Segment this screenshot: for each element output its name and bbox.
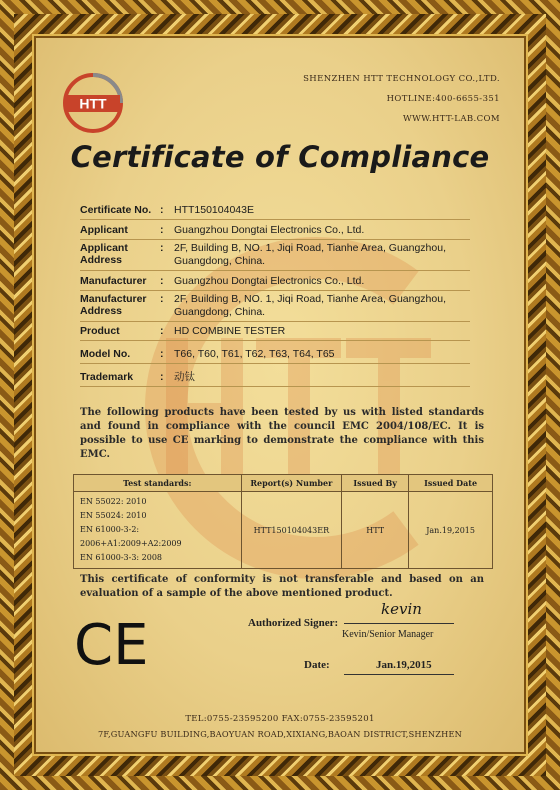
divider — [80, 290, 470, 291]
divider — [80, 219, 470, 220]
field-value: Guangzhou Dongtai Electronics Co., Ltd. — [174, 224, 365, 236]
divider — [80, 363, 470, 364]
field-label: Manufacturer — [80, 275, 147, 287]
field-label: Applicant Address — [80, 242, 128, 266]
field-colon: : — [160, 371, 164, 383]
standard-item: EN 61000-3-3: 2008 — [80, 553, 163, 562]
divider — [80, 270, 470, 271]
certificate-paper — [36, 38, 524, 752]
transfer-note: This certificate of conformity is not transferable and based on an evaluation of a sample of the above mentioned product. — [80, 574, 484, 599]
field-label: Model No. — [80, 348, 131, 360]
field-label: Certificate No. — [80, 204, 152, 216]
field-colon: : — [160, 348, 164, 360]
table-header: Report(s) Number — [241, 475, 342, 492]
field-colon: : — [160, 275, 164, 287]
table-header: Test standards: — [74, 475, 242, 492]
company-hotline: HOTLINE:400-6655-351 — [386, 94, 500, 104]
divider — [80, 321, 470, 322]
footer-phone-fax: TEL:0755-23595200 FAX:0755-23595201 — [185, 714, 375, 724]
field-colon: : — [160, 204, 164, 216]
field-colon: : — [160, 293, 164, 305]
field-value: Guangzhou Dongtai Electronics Co., Ltd. — [174, 275, 365, 287]
field-label: Applicant — [80, 224, 128, 236]
field-colon: : — [160, 242, 164, 254]
company-name: SHENZHEN HTT TECHNOLOGY CO.,LTD. — [303, 74, 500, 84]
divider — [80, 386, 470, 387]
footer-address: 7F,GUANGFU BUILDING,BAOYUAN ROAD,XIXIANG,BAOAN DISTRICT,SHENZHEN — [97, 729, 463, 739]
standard-item: EN 55024: 2010 — [80, 511, 147, 520]
authorized-signer-label: Authorized Signer: — [248, 617, 339, 629]
field-value: T66, T60, T61, T62, T63, T64, T65 — [174, 348, 335, 360]
standard-item: EN 61000-3-2: 2006+A1:2009+A2:2009 — [80, 525, 182, 548]
standards-cell — [74, 492, 242, 569]
signature-line — [344, 623, 454, 624]
table-header: Issued Date — [409, 475, 493, 492]
compliance-statement: The following products have been tested by us with listed standards and found in compliance with the council EMC 2004/108/EC. It is possible to use CE marking to demonstrate the compliance with this EMC. — [80, 407, 484, 460]
divider — [80, 340, 470, 341]
field-value: 2F, Building B, NO. 1, Jiqi Road, Tianhe Area, Guangzhou, Guangdong, China. — [174, 293, 446, 318]
field-value: HTT150104043E — [174, 204, 254, 216]
table-header: Issued By — [342, 475, 409, 492]
field-value: HD COMBINE TESTER — [174, 325, 286, 337]
date-label: Date: — [304, 659, 330, 671]
htt-logo — [62, 72, 124, 134]
logo-text: HTT — [79, 95, 107, 112]
table-row — [74, 492, 493, 569]
field-label: Product — [80, 325, 120, 337]
field-colon: : — [160, 224, 164, 236]
ce-mark-text: CE — [74, 616, 149, 670]
field-colon: : — [160, 325, 164, 337]
field-value: 2F, Building B, NO. 1, Jiqi Road, Tianhe Area, Guangzhou, Guangdong, China. — [174, 242, 446, 267]
company-website: WWW.HTT-LAB.COM — [402, 114, 500, 124]
divider — [80, 239, 470, 240]
issued-by-cell: HTT — [342, 492, 409, 569]
ce-mark — [74, 616, 164, 670]
field-label: Manufacturer Address — [80, 293, 147, 317]
signature: kevin — [381, 600, 422, 618]
signer-name-title: Kevin/Senior Manager — [342, 629, 434, 640]
report-number-cell: HTT150104043ER — [241, 492, 342, 569]
date-line — [344, 674, 454, 675]
test-standards-table — [73, 474, 493, 569]
field-value: 动钛 — [174, 371, 195, 383]
field-label: Trademark — [80, 371, 134, 383]
date-value: Jan.19,2015 — [376, 659, 432, 671]
certificate-title: Certificate of Compliance — [70, 140, 490, 174]
standard-item: EN 55022: 2010 — [80, 497, 147, 506]
issued-date-cell: Jan.19,2015 — [409, 492, 493, 569]
